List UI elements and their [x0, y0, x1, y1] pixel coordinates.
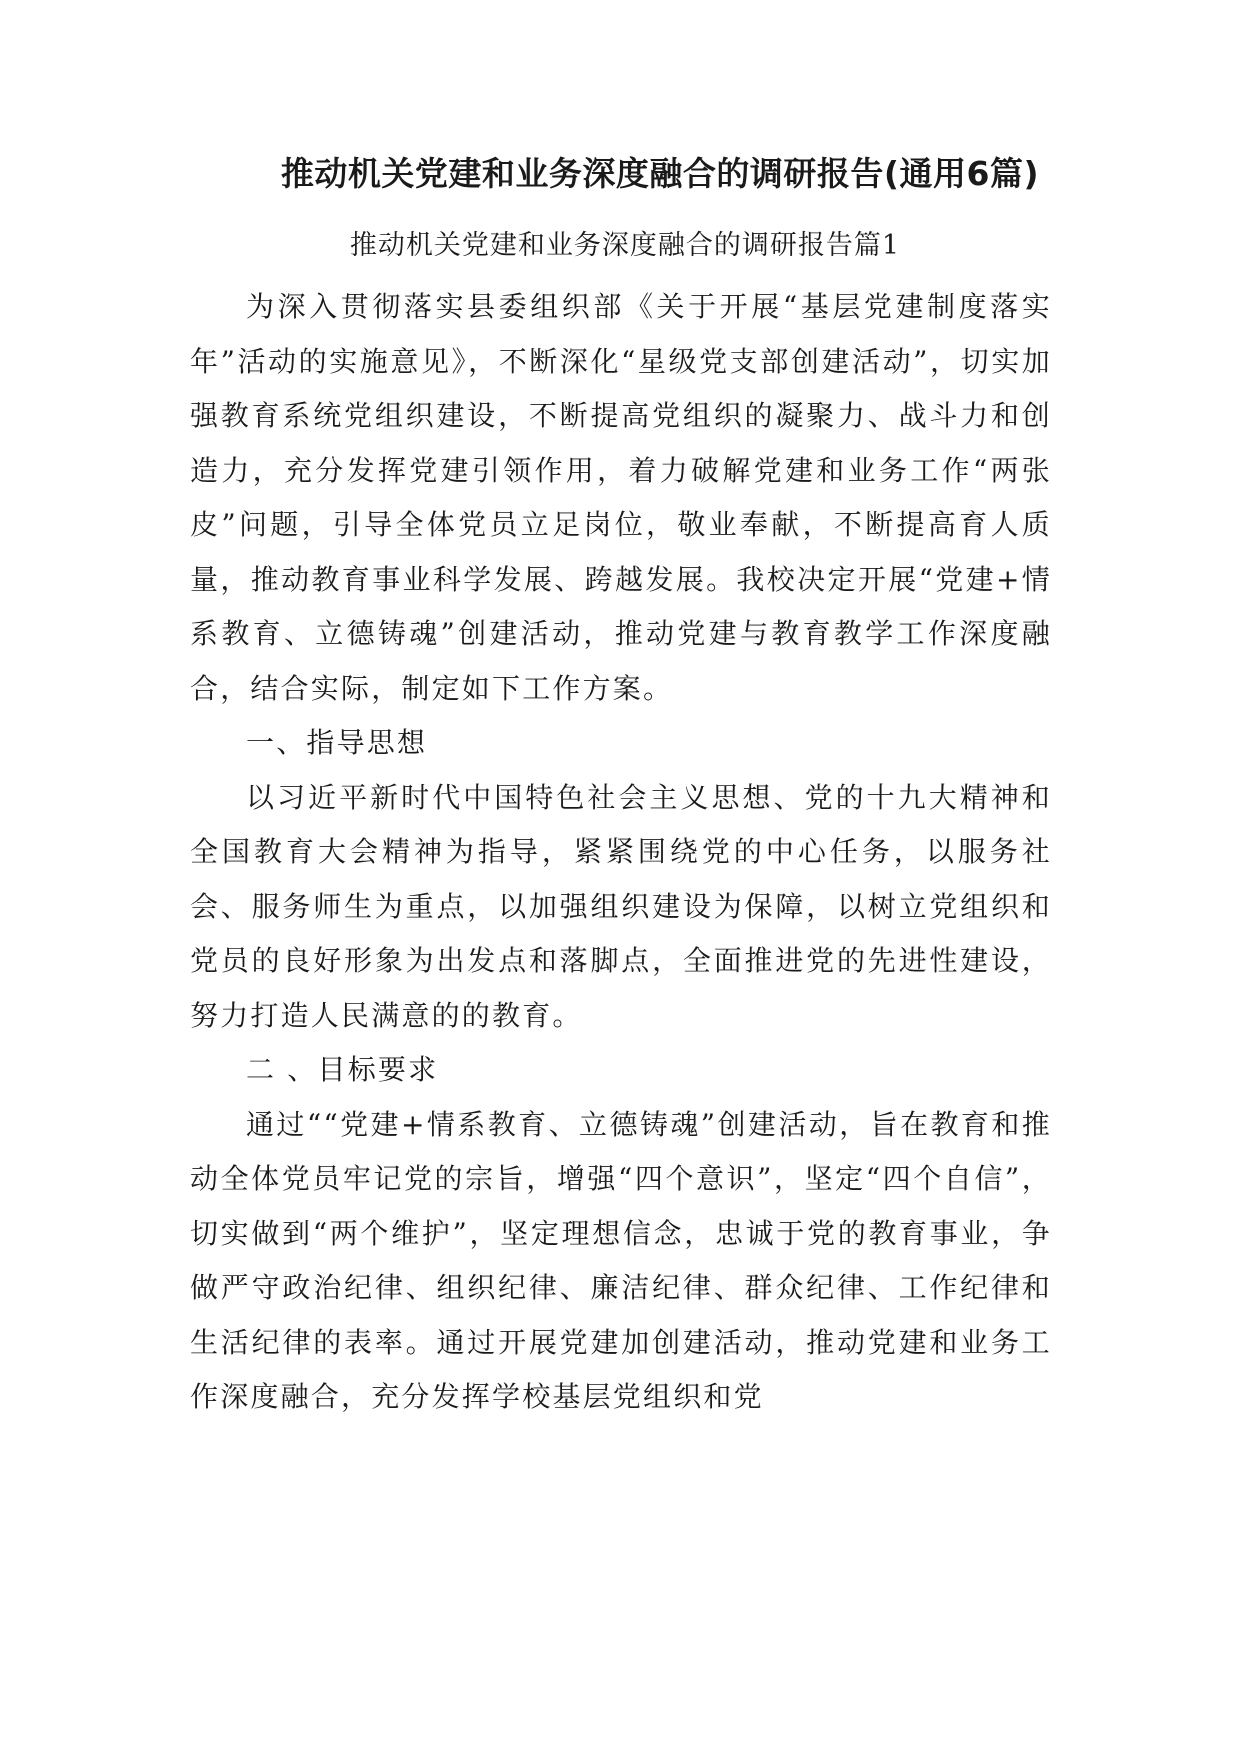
guiding-ideology-paragraph: 以习近平新时代中国特色社会主义思想、党的十九大精神和全国教育大会精神为指导，紧紧围绕党的中心任务，以服务社会、服务师生为重点，以加强组织建设为保障，以树立党组织和党员的良好形象为出发点和落脚点，全面推进党的先进性建设，努力打造人民满意的的教育。	[190, 780, 1052, 1032]
document-subtitle: 推动机关党建和业务深度融合的调研报告篇1	[349, 230, 901, 261]
section-heading-goals: 二 、目标要求	[246, 1053, 439, 1086]
intro-paragraph: 为深入贯彻落实县委组织部《关于开展“基层党建制度落实年”活动的实施意见》，不断深化“星级党支部创建活动”，切实加强教育系统党组织建设，不断提高党组织的凝聚力、战斗力和创造力，充分发挥党建引领作用，着力破解党建和业务工作“两张皮”问题，引导全体党员立足岗位，敬业奉献，不断提高育人质量，推动教育事业科学发展、跨越发展。我校决定开展“党建+情系教育、立德铸魂”创建活动，推动党建与教育教学工作深度融合，结合实际，制定如下工作方案。	[190, 290, 1052, 705]
section-heading-guiding-ideology: 一、指导思想	[246, 726, 428, 759]
document-body	[190, 280, 1052, 1425]
goals-paragraph: 通过““党建+情系教育、立德铸魂”创建活动，旨在教育和推动全体党员牢记党的宗旨，增强“四个意识”，坚定“四个自信”，切实做到“两个维护”，坚定理想信念，忠诚于党的教育事业，争做严守政治纪律、组织纪律、廉洁纪律、群众纪律、工作纪律和生活纪律的表率。通过开展党建加创建活动，推动党建和业务工作深度融合，充分发挥学校基层党组织和党	[190, 1107, 1052, 1413]
document-title: 推动机关党建和业务深度融合的调研报告(通用6篇)	[280, 154, 1040, 193]
